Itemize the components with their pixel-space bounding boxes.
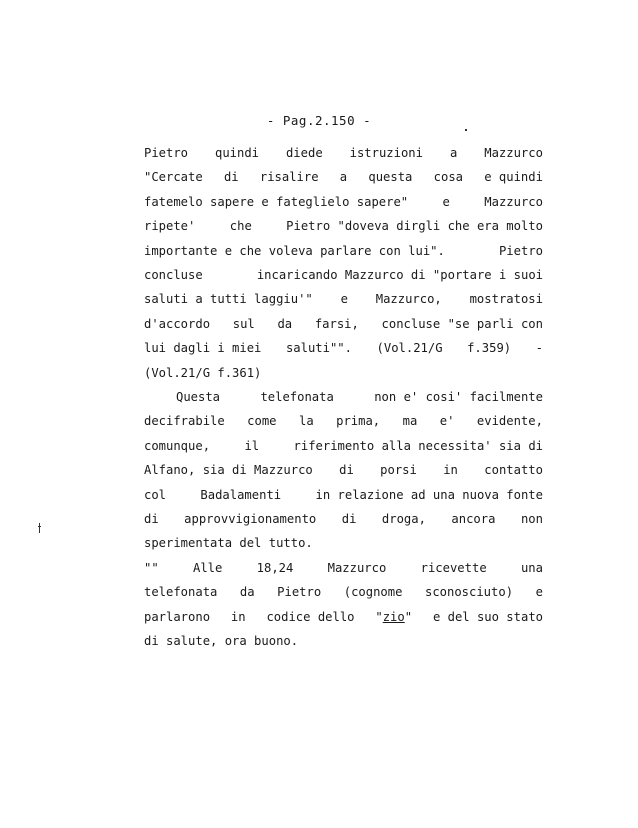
text-segment: Mazzurco xyxy=(484,146,543,160)
text-segment: concluse "se parli con xyxy=(381,316,543,331)
text-segment: fatemelo sapere e fateglielo sapere" xyxy=(144,194,409,209)
text-segment: che xyxy=(229,219,252,234)
text-segment: cosa xyxy=(433,170,463,185)
text-line xyxy=(144,192,543,212)
text-segment: - xyxy=(535,341,543,356)
text-line xyxy=(144,289,543,309)
text-segment: Pietro xyxy=(277,585,322,600)
text-segment: questa xyxy=(368,170,413,185)
text-segment: lui dagli i miei xyxy=(144,341,262,356)
text-line xyxy=(144,558,543,578)
text-segment: codice dello xyxy=(266,609,355,624)
text-segment: di xyxy=(144,512,159,526)
text-segment: e xyxy=(442,194,450,209)
text-segment: f.359) xyxy=(467,341,512,356)
text-segment: di salute, ora buono. xyxy=(144,634,299,648)
text-line xyxy=(144,460,543,480)
text-segment: d'accordo xyxy=(144,316,211,331)
text-segment: e' xyxy=(439,414,455,429)
text-line xyxy=(144,411,543,431)
text-segment: diede xyxy=(285,146,323,160)
text-segment: mostratosi xyxy=(469,292,543,307)
text-segment: "" xyxy=(144,560,159,575)
text-line xyxy=(144,582,543,602)
text-line xyxy=(144,167,543,187)
text-line xyxy=(144,436,543,456)
scan-speck xyxy=(465,129,467,131)
text-segment: Alfano, sia di Mazzurco xyxy=(144,463,313,478)
text-segment: di xyxy=(339,463,354,478)
scan-mark xyxy=(38,526,41,527)
text-segment: quindi xyxy=(214,146,260,160)
text-segment: come xyxy=(247,414,277,429)
text-segment: ancora xyxy=(451,512,496,526)
text-line xyxy=(144,338,543,358)
text-segment: in xyxy=(230,609,246,624)
text-line xyxy=(144,363,543,383)
text-segment: il xyxy=(244,438,260,453)
text-segment: saluti"". xyxy=(285,341,352,356)
text-segment: non e' cosi' facilmente xyxy=(374,390,543,404)
text-segment: ripete' xyxy=(144,219,196,234)
text-segment: ma xyxy=(402,414,418,429)
text-line xyxy=(144,607,543,627)
text-segment: Mazzurco, xyxy=(375,292,442,307)
text-segment: sperimentata del tutto. xyxy=(144,536,313,551)
text-line xyxy=(144,216,543,236)
text-segment: col xyxy=(144,487,167,502)
text-segment: di xyxy=(341,512,357,526)
text-segment: Questa xyxy=(176,390,221,404)
text-segment: a xyxy=(449,146,458,160)
text-segment: e quindi xyxy=(484,170,543,185)
text-line xyxy=(144,387,543,407)
text-segment: in xyxy=(443,463,458,478)
text-segment: porsi xyxy=(380,463,417,478)
text-segment: saluti a tutti laggiu'" xyxy=(144,292,313,307)
text-line xyxy=(144,631,543,651)
text-segment: (Vol.21/G f.361) xyxy=(144,365,262,380)
text-line xyxy=(144,485,543,505)
text-line xyxy=(144,143,543,163)
text-segment: Pietro xyxy=(144,146,189,160)
text-segment: riferimento alla necessita' sia di xyxy=(293,438,543,453)
text-segment: non xyxy=(520,512,543,526)
text-segment: telefonata xyxy=(260,390,334,404)
text-segment: in relazione ad una nuova fonte xyxy=(315,487,543,502)
text-line xyxy=(144,241,543,261)
text-segment: istruzioni xyxy=(349,146,423,160)
text-segment: telefonata xyxy=(144,585,218,600)
text-segment: e del suo stato xyxy=(432,609,543,624)
text-segment: contatto xyxy=(484,463,543,478)
text-segment: sul xyxy=(232,316,255,331)
text-segment: importante e che voleva parlare con lui". xyxy=(144,243,445,258)
text-segment: Mazzurco xyxy=(327,560,387,575)
text-segment: Mazzurco xyxy=(484,194,543,209)
text-segment: "zio" xyxy=(375,609,413,624)
text-segment: (cognome xyxy=(343,585,403,600)
text-segment: incaricando Mazzurco di "portare i suoi xyxy=(256,268,543,282)
text-segment: approvvigionamento xyxy=(184,512,317,526)
text-segment: ricevette xyxy=(420,560,487,575)
text-segment: Pietro "doveva dirgli che era molto xyxy=(286,219,543,234)
text-segment: di xyxy=(223,170,239,185)
text-line xyxy=(144,533,543,553)
text-segment: decifrabile xyxy=(144,414,225,429)
text-segment: da xyxy=(277,316,293,331)
text-segment: la xyxy=(298,414,314,429)
page-header: - Pag.2.150 - xyxy=(266,113,372,128)
text-segment: e xyxy=(535,585,543,600)
text-segment: evidente, xyxy=(476,414,543,429)
text-segment: (Vol.21/G xyxy=(376,341,443,356)
text-segment: 18,24 xyxy=(256,560,294,575)
text-segment: droga, xyxy=(381,512,426,526)
text-line xyxy=(144,265,543,285)
scan-mark xyxy=(39,523,40,533)
text-segment: prima, xyxy=(336,414,381,429)
text-segment: comunque, xyxy=(144,438,211,453)
text-segment: Badalamenti xyxy=(200,487,282,502)
text-segment: una xyxy=(520,560,543,575)
text-segment: sconosciuto) xyxy=(424,585,514,600)
text-line xyxy=(144,509,543,529)
text-segment: da xyxy=(239,585,255,600)
text-segment: parlarono xyxy=(144,609,211,624)
text-line xyxy=(144,314,543,334)
text-segment: "Cercate xyxy=(144,170,203,185)
text-segment: Alle xyxy=(192,560,223,575)
text-segment: Pietro xyxy=(498,243,543,258)
text-segment: e xyxy=(340,292,348,307)
text-segment: risalire xyxy=(259,170,319,185)
text-segment: concluse xyxy=(144,268,203,282)
text-segment: farsi, xyxy=(314,316,359,331)
text-segment: a xyxy=(339,170,348,185)
